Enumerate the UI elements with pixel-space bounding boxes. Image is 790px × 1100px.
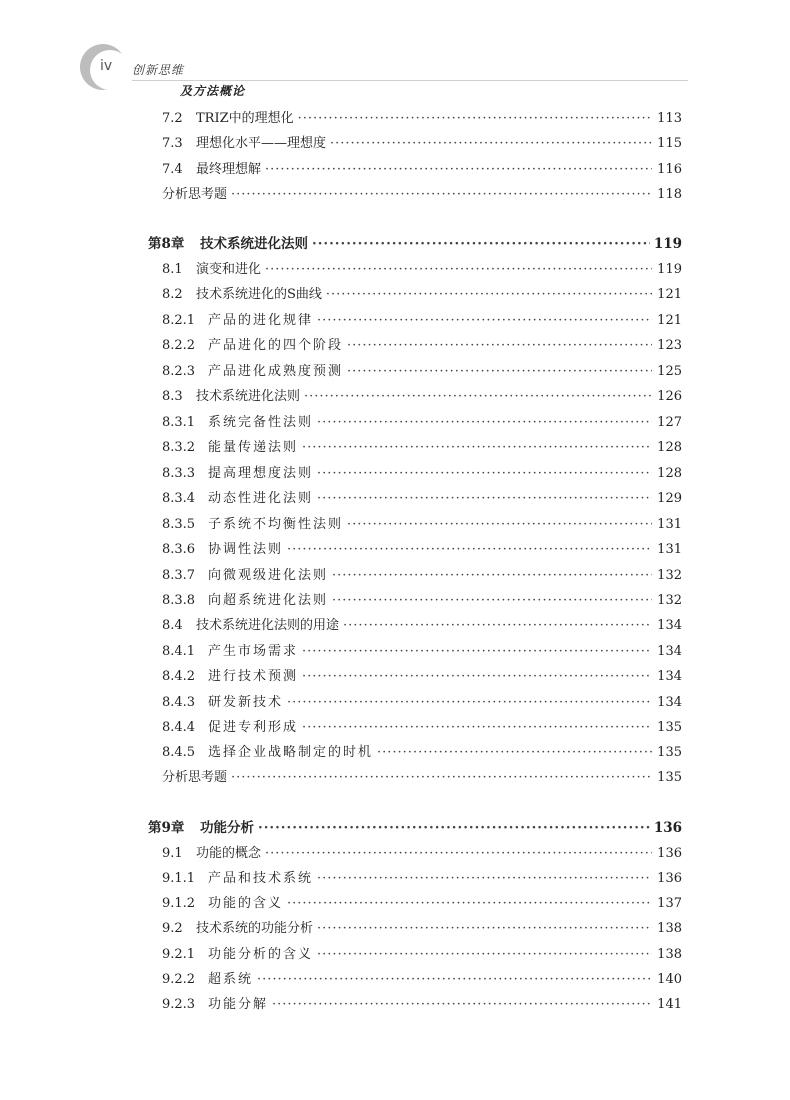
toc-entry-page: 128 [657, 440, 682, 455]
toc-entry-number: 7.2 [162, 111, 183, 126]
toc-entry-title: 技术系统进化的S曲线 [196, 287, 322, 302]
toc-subentry[interactable] [162, 868, 682, 890]
toc-entry-title: 功能的含义 [208, 896, 284, 911]
toc-leader [332, 590, 652, 612]
toc-entry-number: 8.4.3 [162, 695, 196, 710]
toc-leader [302, 666, 652, 688]
toc-entry-number: 7.3 [162, 136, 183, 151]
toc-subentry[interactable] [162, 969, 682, 991]
toc-entry-title: 选择企业战略制定的时机 [208, 745, 374, 760]
toc-entry-number: 8.3.6 [162, 542, 196, 557]
toc-entry-number: 9.1.1 [162, 871, 196, 886]
toc-leader [231, 184, 652, 206]
toc-entry-title: 促进专利形成 [208, 720, 299, 735]
toc-entry[interactable] [162, 159, 682, 181]
toc-entry-title: 产品进化的四个阶段 [208, 338, 344, 353]
page-header [80, 44, 690, 104]
toc-leader [265, 843, 652, 865]
toc-leader [258, 817, 650, 839]
toc-entry[interactable] [162, 615, 682, 637]
toc-entry-title: 超系统 [208, 972, 254, 987]
toc-entry-number: 8.2.1 [162, 313, 196, 328]
toc-entry-number: 8.3.1 [162, 415, 196, 430]
series-title: 创新思维 [132, 63, 185, 77]
toc-leader [302, 437, 652, 459]
toc-subentry[interactable] [162, 717, 682, 739]
toc-subentry[interactable] [162, 666, 682, 688]
toc-chapter-number: 第8章 [148, 236, 185, 252]
toc-entry[interactable] [162, 386, 682, 408]
toc-leader [287, 692, 652, 714]
toc-entry[interactable] [162, 133, 682, 155]
toc-leader [287, 539, 652, 561]
toc-entry-title: 产生市场需求 [208, 644, 299, 659]
toc-entry-number: 8.1 [162, 262, 183, 277]
toc-leader [347, 514, 652, 536]
toc-entry-title: 技术系统进化法则 [196, 389, 301, 404]
toc-entry-title: 产品和技术系统 [208, 871, 314, 886]
toc-entry-page: 132 [657, 593, 682, 608]
toc-entry-title: 进行技术预测 [208, 669, 299, 684]
toc-leader [377, 742, 652, 764]
toc-leader [302, 717, 652, 739]
toc-entry-page: 118 [657, 187, 682, 202]
toc-entry-number: 8.3.7 [162, 568, 196, 583]
toc-entry-title: 理想化水平——理想度 [196, 136, 327, 151]
toc-subentry[interactable] [162, 893, 682, 915]
toc-entry-number: 9.2.2 [162, 972, 196, 987]
toc-entry-page: 134 [657, 644, 682, 659]
toc-subentry[interactable] [162, 412, 682, 434]
toc-entry-title: TRIZ中的理想化 [196, 111, 294, 126]
toc-leader [304, 386, 652, 408]
toc-entry-title: 技术系统的功能分析 [196, 921, 314, 936]
toc-entry-page: 126 [657, 389, 682, 404]
toc-entry-number: 8.4.2 [162, 669, 196, 684]
toc-leader [302, 641, 652, 663]
toc-entry-title: 分析思考题 [162, 770, 228, 785]
toc-entry-title: 产品进化成熟度预测 [208, 364, 344, 379]
toc-entry-page: 131 [657, 542, 682, 557]
toc-entry-title: 子系统不均衡性法则 [208, 517, 344, 532]
toc-entry-number: 9.2.3 [162, 997, 196, 1012]
toc-entry-page: 134 [657, 695, 682, 710]
toc-chapter[interactable] [148, 233, 682, 255]
toc-entry-page: 131 [657, 517, 682, 532]
toc-entry-page: 121 [657, 287, 682, 302]
toc-leader [317, 310, 652, 332]
toc-entry[interactable] [162, 108, 682, 130]
toc-leader [298, 108, 652, 130]
toc-entry-title: 功能分解 [208, 997, 269, 1012]
toc-leader [257, 969, 652, 991]
toc-subentry[interactable] [162, 463, 682, 485]
toc-leader [330, 133, 652, 155]
toc-entry[interactable] [162, 184, 682, 206]
toc-entry-page: 136 [657, 846, 682, 861]
toc-entry-title: 系统完备性法则 [208, 415, 314, 430]
book-subtitle: 及方法概论 [180, 84, 246, 98]
toc-leader [343, 615, 652, 637]
toc-entry-number: 8.2.3 [162, 364, 196, 379]
toc-entry-page: 135 [657, 720, 682, 735]
toc-entry-page: 136 [653, 820, 682, 836]
toc-entry-number: 8.4.4 [162, 720, 196, 735]
toc-entry-number: 7.4 [162, 162, 183, 177]
toc-leader [317, 488, 652, 510]
toc-entry-title: 产品的进化规律 [208, 313, 314, 328]
toc-entry-page: 129 [657, 491, 682, 506]
toc-subentry[interactable] [162, 335, 682, 357]
toc-leader [332, 565, 652, 587]
toc-subentry[interactable] [162, 641, 682, 663]
toc-entry-page: 135 [657, 770, 682, 785]
toc-entry-page: 136 [657, 871, 682, 886]
toc-entry-number: 8.3.8 [162, 593, 196, 608]
toc-leader [317, 868, 652, 890]
toc-chapter-title: 功能分析 [200, 820, 254, 836]
toc-entry[interactable] [162, 259, 682, 281]
toc-entry-page: 141 [657, 997, 682, 1012]
toc-entry-page: 125 [657, 364, 682, 379]
toc-leader [231, 767, 652, 789]
toc-entry-title: 演变和进化 [196, 262, 262, 277]
toc-entry-title: 功能的概念 [196, 846, 262, 861]
toc-leader [326, 284, 652, 306]
toc-leader [347, 361, 652, 383]
toc-subentry[interactable] [162, 361, 682, 383]
toc-leader [317, 463, 652, 485]
toc-subentry[interactable] [162, 514, 682, 536]
toc-entry-page: 119 [653, 236, 682, 252]
toc-entry-number: 8.4.1 [162, 644, 196, 659]
toc-entry-title: 动态性进化法则 [208, 491, 314, 506]
toc-entry-page: 140 [657, 972, 682, 987]
toc-entry-title: 提高理想度法则 [208, 466, 314, 481]
toc-entry-page: 121 [657, 313, 682, 328]
toc-subentry[interactable] [162, 590, 682, 612]
toc-entry-page: 116 [657, 162, 682, 177]
toc-entry-number: 8.3.4 [162, 491, 196, 506]
toc-subentry[interactable] [162, 539, 682, 561]
toc-entry-number: 8.4 [162, 618, 183, 633]
toc-entry-page: 138 [657, 921, 682, 936]
toc-entry-title: 能量传递法则 [208, 440, 299, 455]
toc-leader [287, 893, 652, 915]
toc-entry-title: 协调性法则 [208, 542, 284, 557]
toc-entry-page: 119 [657, 262, 682, 277]
toc-entry-number: 8.3.5 [162, 517, 196, 532]
toc-entry[interactable] [162, 918, 682, 940]
toc-subentry[interactable] [162, 565, 682, 587]
toc-entry-title: 研发新技术 [208, 695, 284, 710]
toc-entry-title: 向超系统进化法则 [208, 593, 329, 608]
toc-entry-title: 向微观级进化法则 [208, 568, 329, 583]
toc-subentry[interactable] [162, 994, 682, 1016]
toc-entry-page: 137 [657, 896, 682, 911]
toc-subentry[interactable] [162, 692, 682, 714]
toc-entry-number: 8.3.2 [162, 440, 196, 455]
toc-subentry[interactable] [162, 944, 682, 966]
toc-entry-page: 134 [657, 618, 682, 633]
toc-chapter[interactable] [148, 817, 682, 839]
toc-chapter-title: 技术系统进化法则 [200, 236, 308, 252]
toc-leader [317, 412, 652, 434]
toc-entry-page: 132 [657, 568, 682, 583]
toc-entry-page: 127 [657, 415, 682, 430]
toc-entry-number: 8.2 [162, 287, 183, 302]
header-divider [132, 80, 688, 81]
toc-entry-number: 8.3.3 [162, 466, 196, 481]
toc-leader [265, 259, 652, 281]
toc-chapter-number: 第9章 [148, 820, 185, 836]
toc-entry[interactable] [162, 767, 682, 789]
toc-entry[interactable] [162, 843, 682, 865]
toc-subentry[interactable] [162, 310, 682, 332]
toc-entry[interactable] [162, 284, 682, 306]
toc-leader [312, 233, 650, 255]
toc-entry-title: 技术系统进化法则的用途 [196, 618, 340, 633]
toc-leader [265, 159, 652, 181]
toc-leader [272, 994, 652, 1016]
toc-entry-page: 123 [657, 338, 682, 353]
toc-entry-page: 115 [657, 136, 682, 151]
toc-leader [317, 918, 652, 940]
page-number: iv [100, 58, 113, 74]
toc-entry-page: 128 [657, 466, 682, 481]
toc-entry-number: 9.1 [162, 846, 183, 861]
toc-entry-number: 8.3 [162, 389, 183, 404]
toc-entry-number: 9.2.1 [162, 947, 196, 962]
toc-entry-page: 138 [657, 947, 682, 962]
toc-subentry[interactable] [162, 437, 682, 459]
toc-subentry[interactable] [162, 742, 682, 764]
toc-subentry[interactable] [162, 488, 682, 510]
toc-entry-title: 最终理想解 [196, 162, 262, 177]
toc-entry-number: 8.2.2 [162, 338, 196, 353]
toc-entry-number: 9.1.2 [162, 896, 196, 911]
toc-entry-number: 8.4.5 [162, 745, 196, 760]
toc-entry-number: 9.2 [162, 921, 183, 936]
toc-entry-page: 135 [657, 745, 682, 760]
toc-entry-page: 113 [657, 111, 682, 126]
toc-entry-title: 功能分析的含义 [208, 947, 314, 962]
toc-entry-title: 分析思考题 [162, 187, 228, 202]
toc-leader [347, 335, 652, 357]
toc-leader [317, 944, 652, 966]
toc-entry-page: 134 [657, 669, 682, 684]
